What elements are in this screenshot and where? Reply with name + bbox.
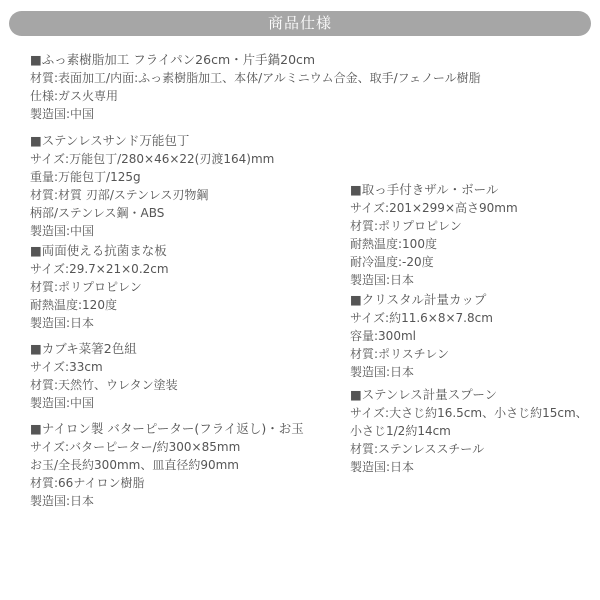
spec-line: サイズ:約11.6×8×7.8cm (350, 311, 493, 325)
spec-line: 製造国:中国 (30, 107, 95, 121)
spec-line: 仕様:ガス火専用 (30, 89, 119, 103)
spec-line: 材質:材質 刃部/ステンレス刃物鋼 (30, 188, 209, 202)
header-bar (9, 11, 591, 36)
section-heading: ■取っ手付きザル・ボール (350, 182, 499, 197)
spec-section-turner-ladle (30, 420, 304, 510)
spec-line: お玉/全長約300mm、皿直径約90mm (30, 458, 239, 472)
page-title: 商品仕様 (267, 14, 332, 32)
spec-line: 製造国:日本 (350, 365, 415, 379)
spec-line: 耐熱温度:120度 (30, 298, 117, 312)
spec-line: 小さじ1/2約14cm (350, 424, 451, 438)
spec-line: 柄部/ステンレス鋼・ABS (30, 206, 165, 220)
section-heading: ■ふっ素樹脂加工 フライパン26cm・片手鍋20cm (30, 52, 316, 67)
spec-line: 材質:ポリプロピレン (30, 280, 142, 294)
spec-line: サイズ:大さじ約16.5cm、小さじ約15cm、 (350, 406, 588, 420)
section-heading: ■両面使える抗菌まな板 (30, 243, 167, 258)
spec-section-cutting-board (30, 242, 169, 332)
section-heading: ■クリスタル計量カップ (350, 292, 487, 307)
section-heading: ■カブキ菜箸2色組 (30, 341, 137, 356)
spec-line: サイズ:33cm (30, 360, 103, 374)
spec-line: サイズ:万能包丁/280×46×22(刃渡164)mm (30, 152, 275, 166)
section-heading: ■ステンレス計量スプーン (350, 387, 498, 402)
spec-line: 材質:ポリプロピレン (350, 219, 462, 233)
spec-line: サイズ:バターピーター/約300×85mm (30, 440, 241, 454)
spec-section-measuring-spoon (350, 386, 588, 476)
spec-line: 製造国:日本 (30, 494, 95, 508)
spec-section-colander-bowl (350, 181, 518, 289)
spec-line: 耐熱温度:100度 (350, 237, 437, 251)
spec-line: 製造国:日本 (350, 460, 415, 474)
spec-section-measuring-cup (350, 291, 493, 381)
spec-line: 材質:表面加工/内面:ふっ素樹脂加工、本体/アルミニウム合金、取手/フェノール樹脂 (30, 71, 481, 85)
spec-line: 重量:万能包丁/125g (30, 170, 141, 184)
spec-line: 製造国:中国 (30, 396, 95, 410)
spec-line: 容量:300ml (350, 329, 416, 343)
spec-line: サイズ:29.7×21×0.2cm (30, 262, 169, 276)
spec-line: 製造国:日本 (350, 273, 415, 287)
section-heading: ■ステンレスサンド万能包丁 (30, 133, 190, 148)
spec-line: サイズ:201×299×高さ90mm (350, 201, 518, 215)
spec-line: 材質:66ナイロン樹脂 (30, 476, 145, 490)
spec-section-frying-pan (30, 51, 481, 123)
spec-section-chopsticks (30, 340, 178, 412)
spec-section-knife (30, 132, 274, 240)
spec-line: 材質:ステンレススチール (350, 442, 485, 456)
section-heading: ■ナイロン製 バターピーター(フライ返し)・お玉 (30, 421, 304, 436)
spec-line: 材質:天然竹、ウレタン塗装 (30, 378, 178, 392)
spec-line: 材質:ポリスチレン (350, 347, 450, 361)
spec-line: 耐冷温度:-20度 (350, 255, 434, 269)
spec-line: 製造国:中国 (30, 224, 95, 238)
spec-line: 製造国:日本 (30, 316, 95, 330)
